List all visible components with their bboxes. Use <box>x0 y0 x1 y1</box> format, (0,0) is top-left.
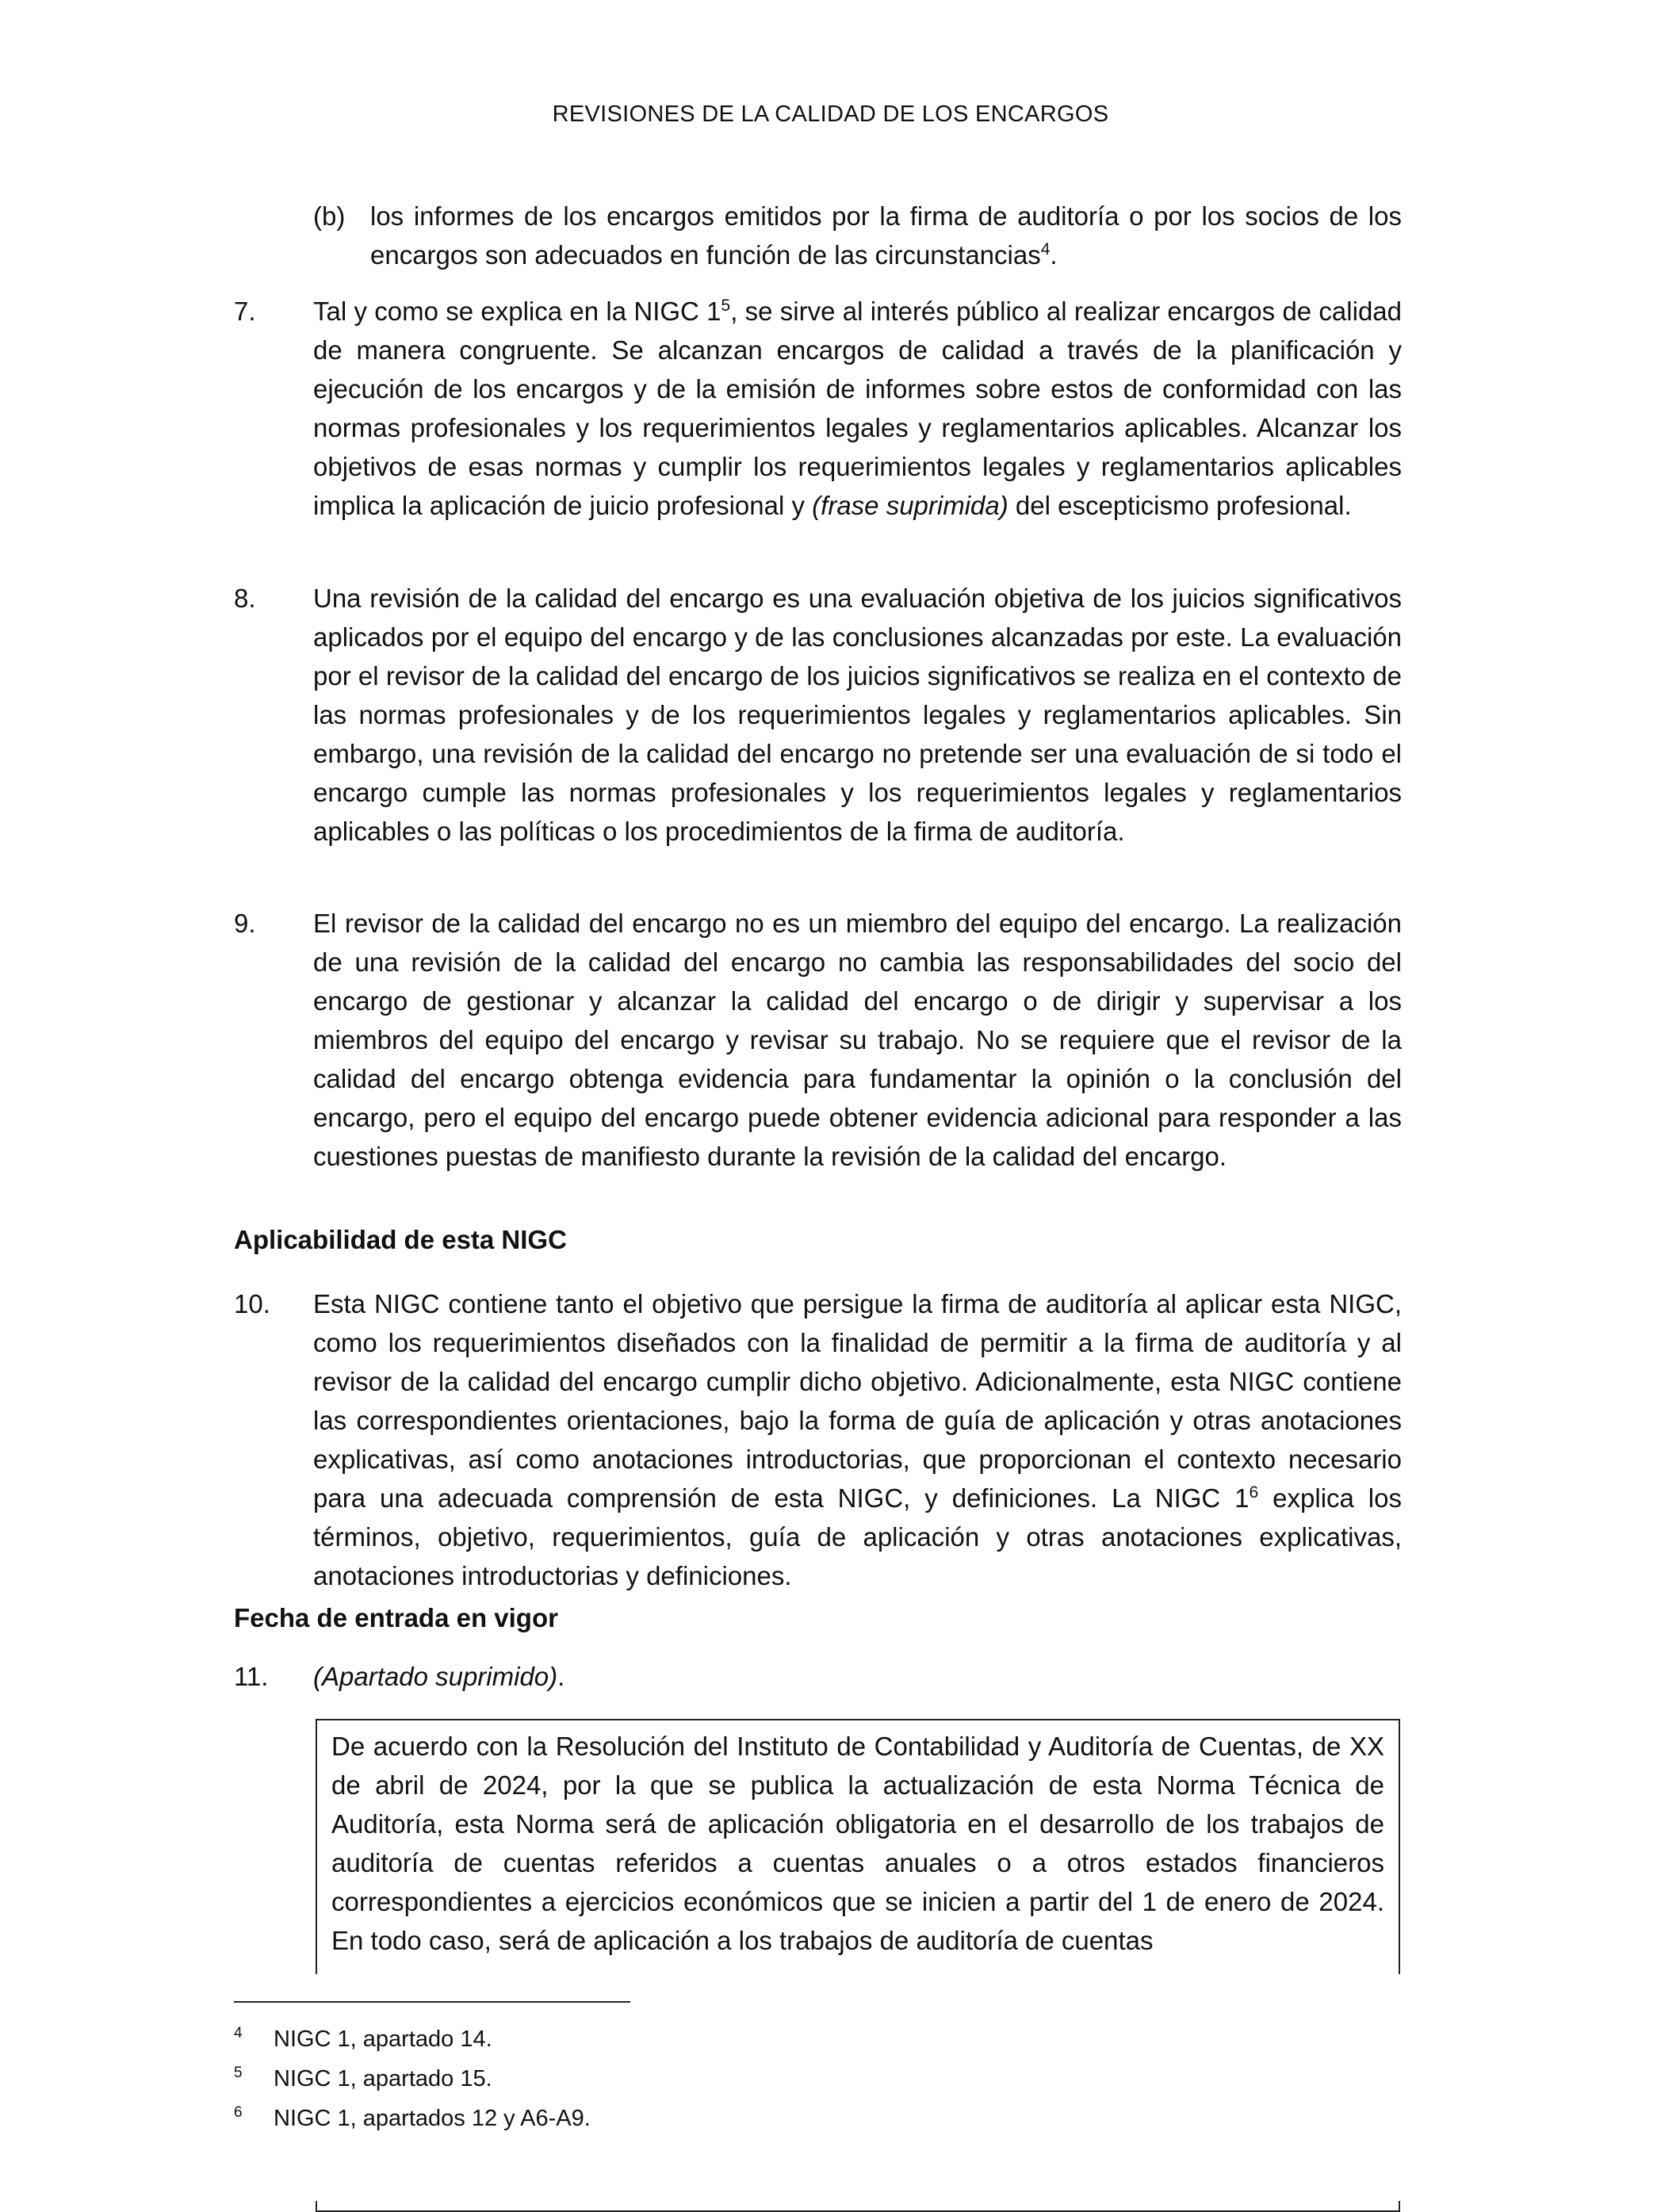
paragraph-text: (Apartado suprimido). <box>313 1662 565 1691</box>
paragraph-9 <box>234 904 1402 1176</box>
paragraph-text: Una revisión de la calidad del encargo es una evaluación objetiva de los juicios significativos aplicados por el equipo del encargo y de las conclusiones alcanzadas por este. La evaluación por el revisor de la calidad del encargo de los juicios significativos se realiza en el contexto de las normas profesionales y de los requerimientos legales y reglamentarios aplicables. Sin embargo, una revisión de la calidad del encargo no pretende ser una evaluación de si todo el encargo cumple las normas profesionales y los requerimientos legales y reglamentarios aplicables o las políticas o los procedimientos de la firma de auditoría. <box>313 584 1402 846</box>
footnote-ref[interactable]: 4 <box>1040 240 1051 258</box>
footnote-5 <box>234 2063 492 2095</box>
footnote-4 <box>234 2023 492 2055</box>
footnote-text: NIGC 1, apartados 12 y A6-A9. <box>274 2106 591 2131</box>
paragraph-text: Tal y como se explica en la NIGC $1^5$, se sirve al interés público al realizar encargos de calidad de manera congruente. Se alcanzan encargos de calidad a través de la planificación y ejecución de los encargos y de la emisión de informes sobre estos de conformidad con las normas profesionales y los requerimientos legales y reglamentarios aplicables. Alcanzar los objetivos de esas normas y cumplir los requerimientos legales y reglamentarios aplicables implica la aplicación de juicio profesional y (frase suprimida) del escepticismo profesional. <box>313 297 1403 520</box>
paragraph-11 <box>234 1657 1402 1696</box>
note-box-text: De acuerdo con la Resolución del Instituto de Contabilidad y Auditoría de Cuentas, de XX de abril de 2024, por la que se publica la actualización de esta Norma Técnica de Auditoría, esta Norma será de aplicación obligatoria en el desarrollo de los trabajos de auditoría de cuentas referidos a cuentas anuales o a otros estados financieros correspondientes a ejercicios económicos que se inicien a partir del 1 de enero de 2024. En todo caso, será de aplicación a los trabajos de auditoría de cuentas <box>331 1732 1384 1955</box>
paragraph-number: 11. <box>234 1662 269 1691</box>
paragraph-number: 9. <box>234 909 256 938</box>
paragraph-10 <box>234 1284 1402 1595</box>
running-header: REVISIONES DE LA CALIDAD DE LOS ENCARGOS <box>552 101 1109 127</box>
footnote-6 <box>234 2103 591 2134</box>
paragraph-text: El revisor de la calidad del encargo no es un miembro del equipo del encargo. La realización de una revisión de la calidad del encargo no cambia las responsabilidades del socio del encargo de gestionar y alcanzar la calidad del encargo o de dirigir y supervisar a los miembros del equipo del encargo y revisar su trabajo. No se requiere que el revisor de la calidad del encargo obtenga evidencia para fundamentar la opinión o la conclusión del encargo, pero el equipo del encargo puede obtener evidencia adicional para responder a las cuestiones puestas de manifiesto durante la revisión de la calidad del encargo. <box>313 909 1402 1171</box>
list-item-b <box>313 197 1402 274</box>
paragraph-8 <box>234 579 1402 851</box>
footnote-number: 6 <box>234 2104 243 2121</box>
paragraph-number: 8. <box>234 584 256 613</box>
footnote-separator <box>234 2001 630 2003</box>
paragraph-number: 10. <box>234 1289 270 1318</box>
footnote-number: 4 <box>234 2025 243 2042</box>
footnote-number: 5 <box>234 2065 243 2081</box>
paragraph-7 <box>234 292 1402 525</box>
paragraph-number: 7. <box>234 297 256 326</box>
section-heading-applicability: Aplicabilidad de esta NIGC <box>234 1225 567 1254</box>
footnote-text: NIGC 1, apartado 14. <box>274 2026 492 2052</box>
item-text: los informes de los encargos emitidos por la firma de auditoría o por los socios de los encargos son adecuados en función de las circunstancias$^4$. <box>370 201 1402 270</box>
item-number: (b) <box>313 201 346 231</box>
section-heading-effective-date: Fecha de entrada en vigor <box>234 1603 558 1632</box>
paragraph-text: Esta NIGC contiene tanto el objetivo que persigue la firma de auditoría al aplicar esta NIGC, como los requerimientos diseñados con la finalidad de permitir a la firma de auditoría y al revisor de la calidad del encargo cumplir dicho objetivo. Adicionalmente, esta NIGC contiene las correspondientes orientaciones, bajo la forma de guía de aplicación y otras anotaciones explicativas, así como anotaciones introductorias, que proporcionan el contexto necesario para una adecuada comprensión de esta NIGC, y definiciones. La NIGC $1^6$ explica los términos, objetivo, requerimientos, guía de aplicación y otras anotaciones explicativas, anotaciones introductorias y definiciones. <box>313 1289 1402 1590</box>
footnote-ref[interactable]: 5 <box>721 297 731 315</box>
footnote-text: NIGC 1, apartado 15. <box>274 2066 492 2091</box>
footnote-ref[interactable]: 6 <box>1249 1483 1259 1502</box>
